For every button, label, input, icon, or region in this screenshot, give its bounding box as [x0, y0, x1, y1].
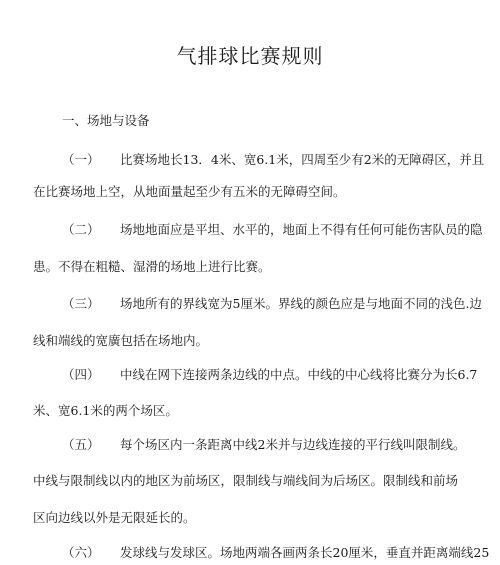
paragraph-line: 比赛场地长13．4米、宽6.1米，四周至少有2米的无障碍区，并且	[120, 152, 485, 167]
paragraph-line: 在比赛场地上空，从地面量起至少有五米的无障碍空间。	[33, 184, 346, 199]
section-heading: 一、场地与设备	[62, 113, 150, 128]
item-number: （五）	[62, 437, 100, 452]
item-number: （一）	[62, 152, 100, 167]
paragraph-line: 场地所有的界线宽为5厘米。界线的颜色应是与地面不同的浅色.边	[120, 296, 482, 311]
paragraph-line: 中线与限制线以内的地区为前场区，限制线与端线间为后场区。限制线和前场	[33, 473, 459, 488]
paragraph-line: 区向边线以外是无限延长的。	[33, 510, 196, 525]
paragraph-line: 中线在网下连接两条边线的中点。中线的中心线将比赛分为长6.7	[120, 367, 478, 382]
document-title: 气排球比赛规则	[176, 44, 324, 68]
paragraph-line: 患。不得在粗糙、湿滑的场地上进行比赛。	[33, 259, 271, 274]
paragraph-line: 场地地面应是平坦、水平的，地面上不得有任何可能伤害队员的隐	[120, 222, 483, 237]
item-number: （二）	[62, 222, 100, 237]
paragraph-line: 发球线与发球区。场地两端各画两条长20厘米，垂直并距离端线25	[120, 545, 490, 560]
paragraph-line: 线和端线的宽廣包括在场地内。	[33, 333, 209, 348]
paragraph-line: 米、宽6.1米的两个场区。	[33, 403, 178, 418]
item-number: （六）	[62, 545, 100, 560]
item-number: （四）	[62, 367, 100, 382]
item-number: （三）	[62, 296, 100, 311]
paragraph-line: 每个场区内一条距离中线2米并与边线连接的平行线叫限制线。	[120, 437, 466, 452]
